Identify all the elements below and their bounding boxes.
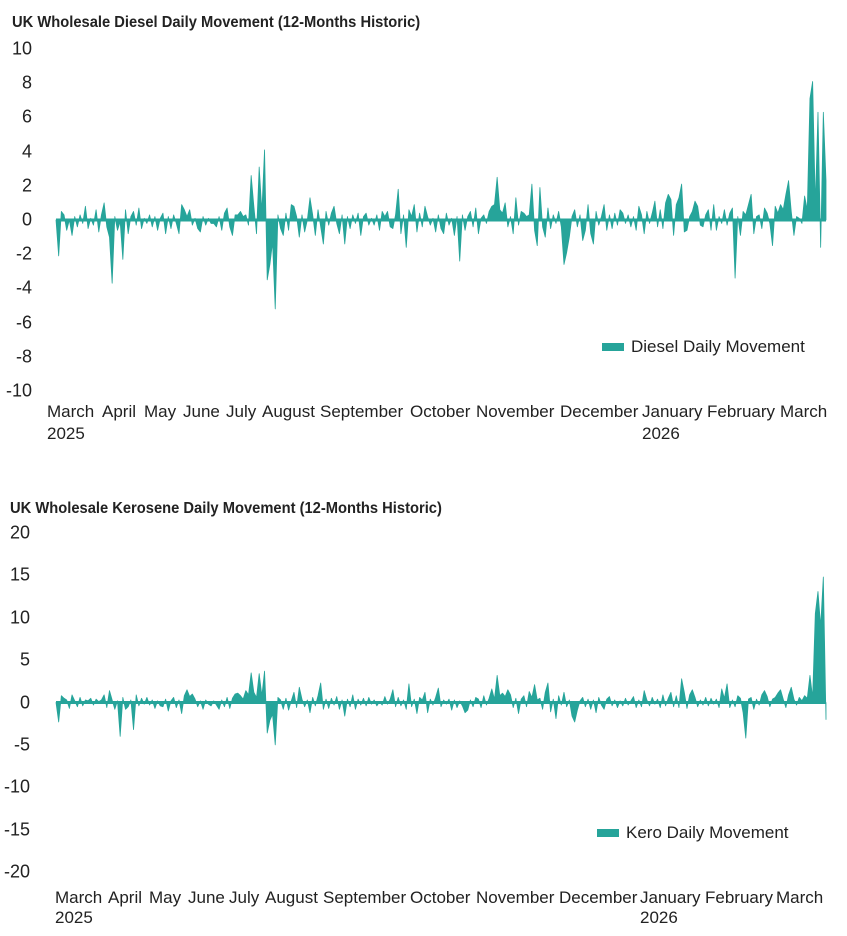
y-tick-label: -6 — [15, 312, 32, 333]
x-year-label: 2025 — [47, 424, 85, 443]
y-tick-label: 0 — [21, 209, 32, 230]
series-area — [56, 577, 826, 745]
x-tick-label: January — [642, 402, 703, 421]
kerosene-chart-title: UK Wholesale Kerosene Daily Movement (12-Months Historic) — [10, 500, 442, 517]
x-tick-label: June — [183, 402, 220, 421]
y-tick-label: 10 — [9, 607, 30, 628]
y-tick-label: -2 — [15, 243, 32, 264]
x-tick-label: November — [476, 888, 555, 907]
x-tick-label: August — [262, 402, 315, 421]
y-tick-label: 2 — [21, 175, 32, 196]
x-tick-label: April — [102, 402, 137, 421]
y-tick-label: -20 — [3, 861, 30, 882]
kerosene-legend-label: Kero Daily Movement — [626, 823, 789, 842]
x-tick-label: July — [226, 402, 257, 421]
y-tick-label: -4 — [15, 277, 32, 298]
y-tick-label: -5 — [13, 734, 30, 755]
x-tick-label: September — [320, 402, 404, 421]
x-tick-label: March — [776, 888, 824, 907]
x-tick-label: March — [55, 888, 103, 907]
x-tick-label: March — [780, 402, 828, 421]
y-tick-label: -15 — [3, 819, 30, 840]
x-tick-label: December — [560, 402, 639, 421]
x-tick-label: May — [149, 888, 182, 907]
y-tick-label: 8 — [21, 72, 32, 93]
x-tick-label: August — [265, 888, 318, 907]
y-tick-label: 15 — [9, 564, 30, 585]
x-year-label: 2026 — [642, 424, 680, 443]
y-tick-label: -8 — [15, 346, 32, 367]
y-tick-label: -10 — [5, 380, 32, 401]
y-tick-label: -10 — [3, 776, 30, 797]
legend-swatch — [597, 829, 619, 837]
x-tick-label: April — [108, 888, 143, 907]
x-tick-label: October — [410, 402, 471, 421]
x-tick-label: July — [229, 888, 260, 907]
x-tick-label: January — [640, 888, 701, 907]
y-tick-label: 10 — [11, 38, 32, 59]
y-tick-label: 0 — [19, 692, 30, 712]
y-tick-label: 5 — [19, 649, 30, 670]
y-tick-label: 6 — [21, 106, 32, 127]
x-year-label: 2025 — [55, 908, 93, 927]
x-tick-label: September — [323, 888, 407, 907]
x-tick-label: February — [707, 402, 776, 421]
x-tick-label: March — [47, 402, 95, 421]
x-tick-label: December — [559, 888, 638, 907]
x-tick-label: June — [188, 888, 225, 907]
x-tick-label: October — [410, 888, 471, 907]
y-tick-label: 4 — [21, 141, 32, 162]
x-tick-label: May — [144, 402, 177, 421]
x-tick-label: February — [705, 888, 774, 907]
kerosene-legend — [597, 823, 789, 843]
y-tick-label: 20 — [9, 522, 30, 543]
diesel-chart-title: UK Wholesale Diesel Daily Movement (12-Months Historic) — [12, 14, 421, 31]
x-tick-label: November — [476, 402, 555, 421]
x-year-label: 2026 — [640, 908, 678, 927]
diesel-legend-label: Diesel Daily Movement — [631, 337, 805, 356]
